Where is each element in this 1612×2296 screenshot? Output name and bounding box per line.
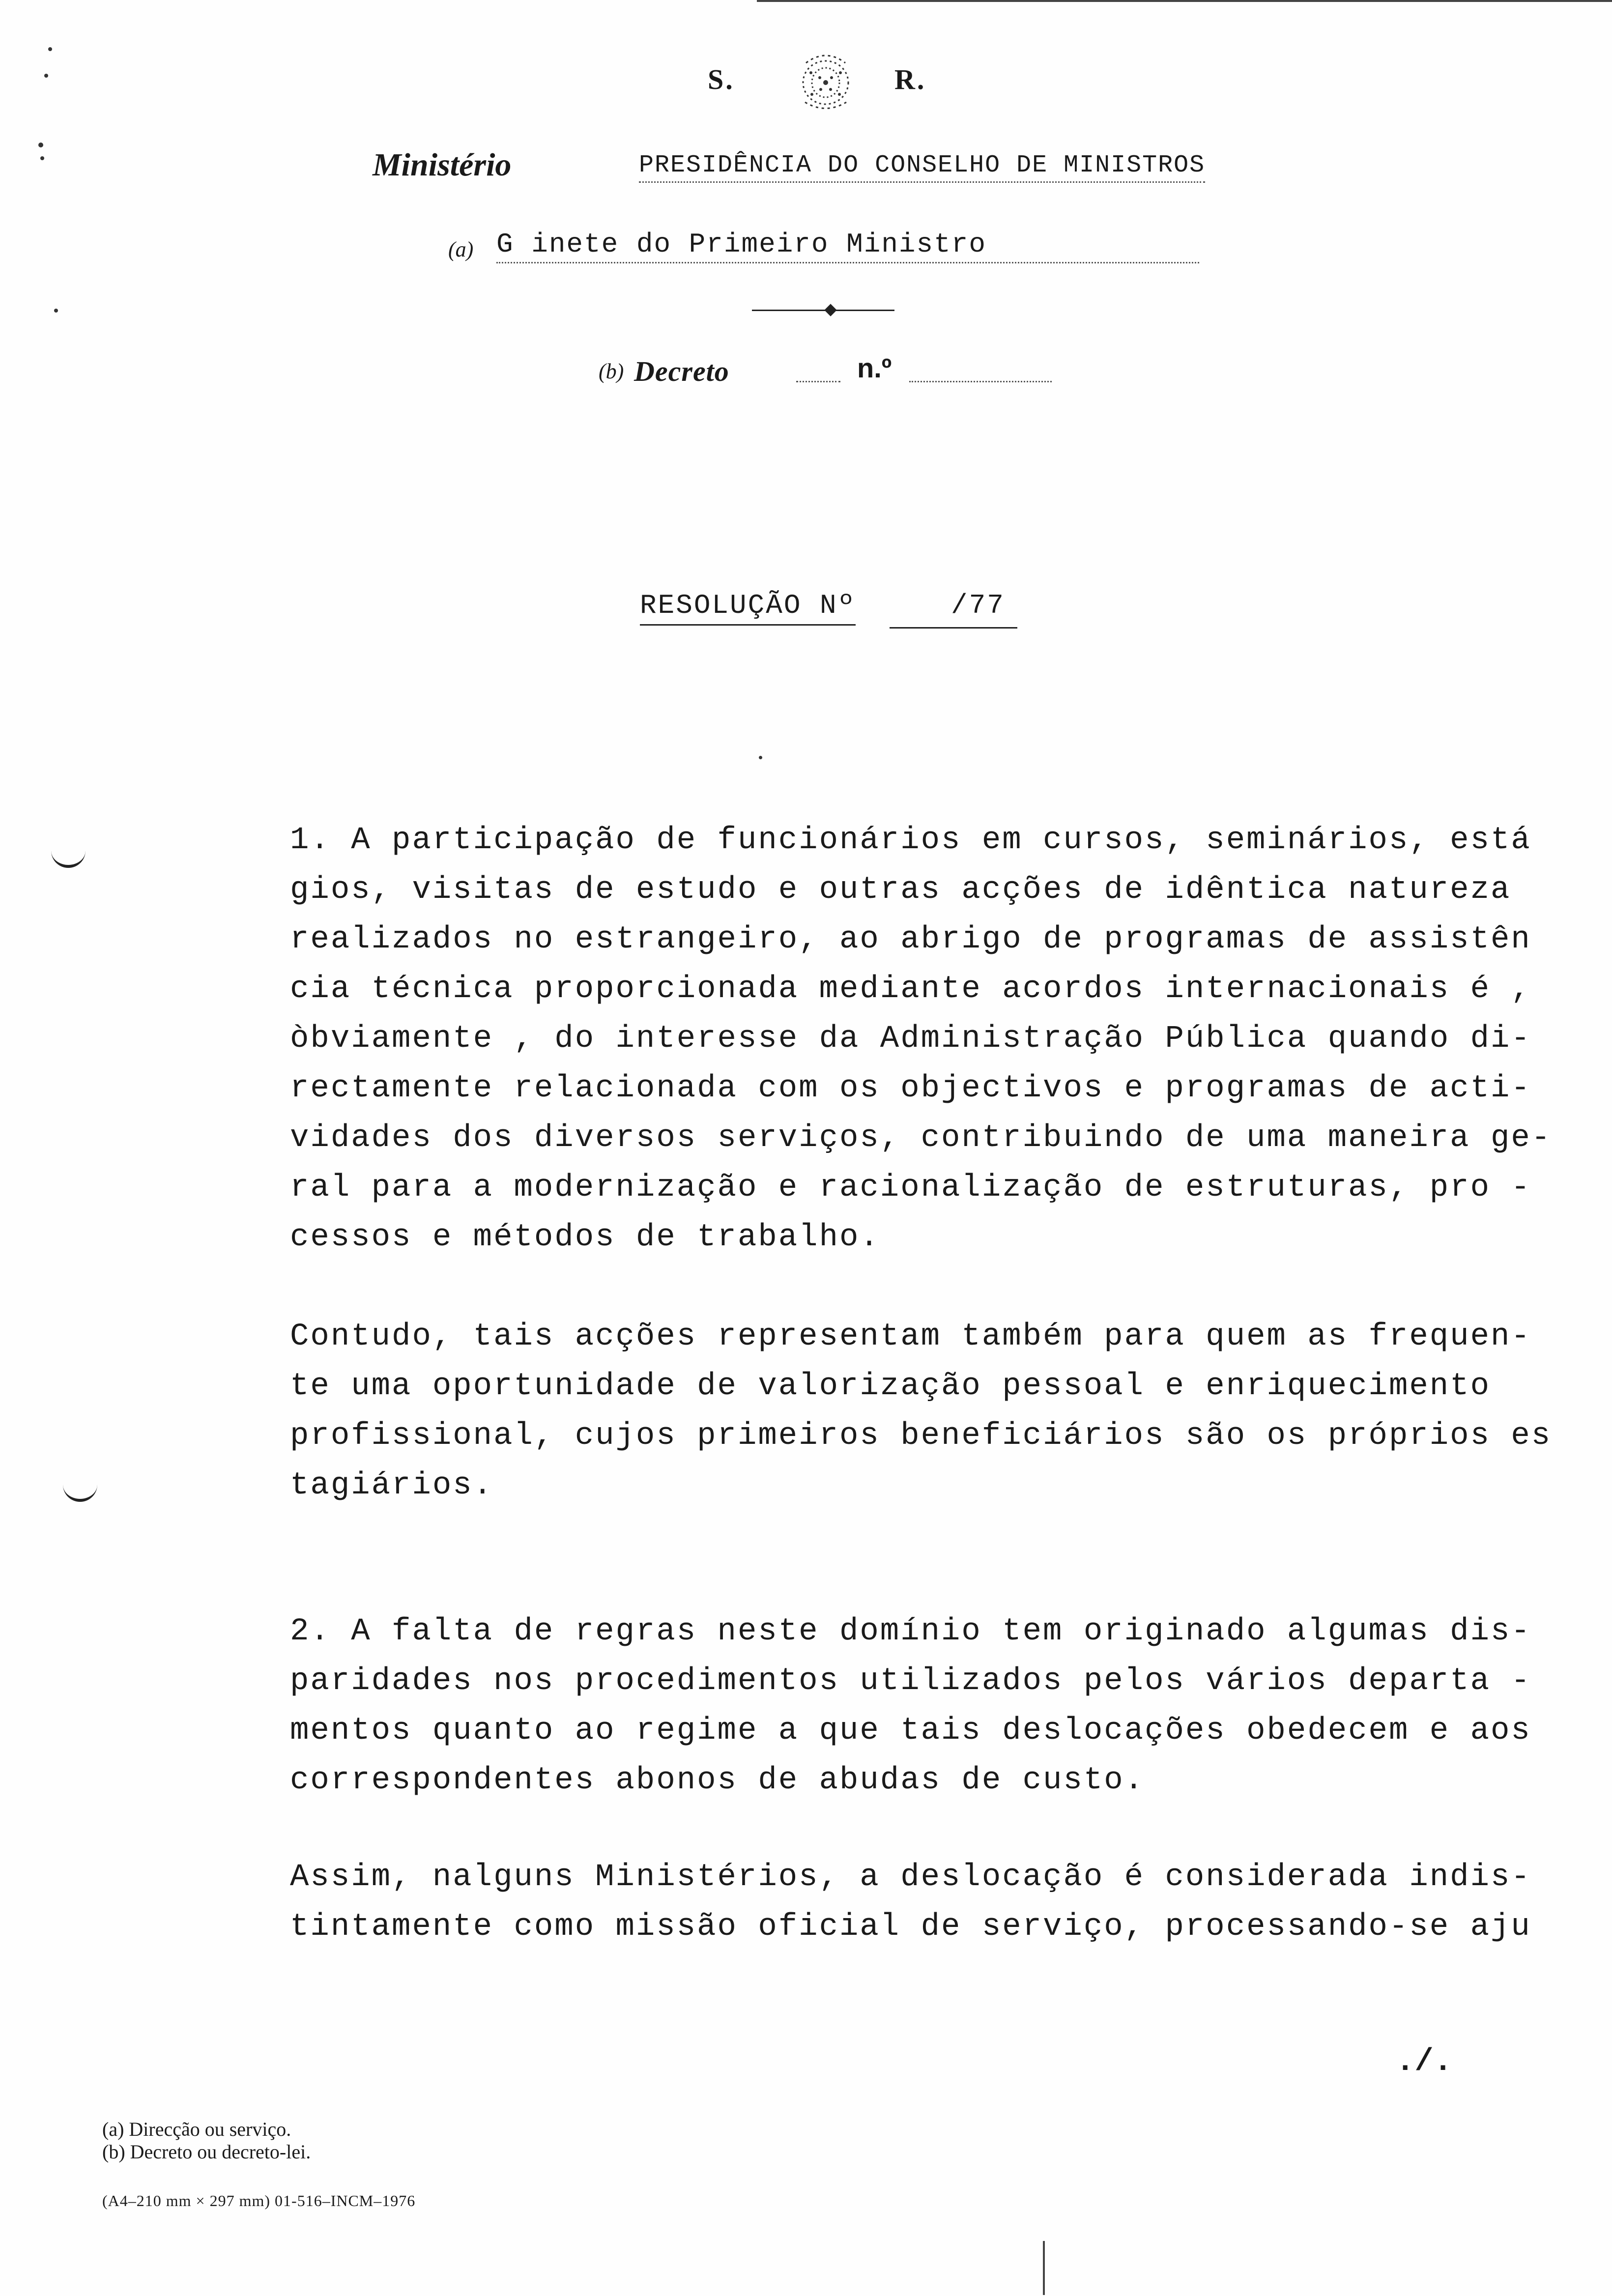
note-a-marker: (a) — [448, 237, 474, 261]
ministry-label: Ministério — [373, 147, 512, 183]
header-left-letter: S. — [708, 63, 735, 95]
paragraph-1 — [290, 816, 1552, 1263]
text-line: gios, visitas de estudo e outras acções de idêntica natureza — [290, 872, 1511, 908]
scan-speck — [38, 143, 43, 147]
text-line: Assim, nalguns Ministérios, a deslocação é considerada indis- — [290, 1860, 1531, 1895]
punch-hole-mark — [51, 845, 86, 868]
scan-speck — [48, 47, 52, 51]
number-dotfill — [909, 381, 1052, 382]
paragraph-1b — [290, 1312, 1552, 1511]
text-line: cia técnica proporcionada mediante acordos internacionais é , — [290, 972, 1531, 1007]
resolution-title: RESOLUÇÃO Nº — [640, 590, 856, 626]
text-line: rectamente relacionada com os objectivos e programas de acti- — [290, 1071, 1531, 1106]
text-line: mentos quanto ao regime a que tais deslocações obedecem e aos — [290, 1713, 1531, 1749]
scan-speck — [40, 156, 44, 160]
footnote-b: (b) Decreto ou decreto-lei. — [102, 2141, 311, 2163]
text-line: paridades nos procedimentos utilizados pelos vários departa - — [290, 1664, 1531, 1699]
text-line: òbviamente , do interesse da Administração Pública quando di- — [290, 1021, 1531, 1057]
divider-left — [752, 310, 826, 311]
text-line: profissional, cujos primeiros beneficiários são os próprios es — [290, 1418, 1552, 1454]
text-line: cessos e métodos de trabalho. — [290, 1220, 880, 1255]
decree-label: Decreto — [634, 355, 729, 387]
paragraph-2 — [290, 1607, 1531, 1806]
text-line: 2. A falta de regras neste domínio tem originado algumas dis- — [290, 1614, 1531, 1649]
resolution-year: /77 — [951, 590, 1005, 621]
scan-edge-line — [757, 0, 1612, 2]
decree-dotfill — [796, 381, 840, 382]
scan-speck — [44, 74, 48, 78]
punch-hole-mark — [63, 1479, 97, 1502]
number-label: n.º — [857, 352, 892, 383]
form-imprint: (A4–210 mm × 297 mm) 01-516–INCM–1976 — [102, 2192, 416, 2210]
service-value: G inete do Primeiro Ministro — [496, 229, 1199, 263]
text-line: vidades dos diversos serviços, contribuindo de uma maneira ge- — [290, 1120, 1552, 1156]
header-right-letter: R. — [894, 63, 926, 95]
paragraph-2b — [290, 1853, 1531, 1952]
text-line: tintamente como missão oficial de serviço, processando-se aju — [290, 1909, 1531, 1945]
scan-speck — [54, 309, 58, 313]
coat-of-arms-emblem — [777, 43, 875, 117]
text-line: tagiários. — [290, 1468, 494, 1503]
footnote-a: (a) Direcção ou serviço. — [102, 2118, 291, 2140]
text-line: ral para a modernização e racionalização de estruturas, pro - — [290, 1170, 1531, 1205]
continuation-mark: ./. — [1396, 2044, 1453, 2080]
text-line: Contudo, tais acções representam também para quem as frequen- — [290, 1319, 1531, 1354]
text-line: 1. A participação de funcionários em cursos, seminários, está — [290, 823, 1531, 858]
text-line: realizados no estrangeiro, ao abrigo de programas de assistên — [290, 922, 1531, 957]
resolution-underline — [890, 627, 1017, 629]
divider-right — [835, 310, 894, 311]
scan-speck — [759, 756, 762, 759]
text-line: te uma oportunidade de valorização pessoal e enriquecimento — [290, 1369, 1491, 1404]
divider-diamond — [824, 304, 836, 316]
footnotes — [102, 2118, 311, 2163]
note-b-marker: (b) — [599, 359, 624, 383]
ministry-value: PRESIDÊNCIA DO CONSELHO DE MINISTROS — [639, 151, 1205, 183]
scan-crease — [1043, 2241, 1045, 2295]
text-line: correspondentes abonos de abudas de custo. — [290, 1763, 1145, 1798]
